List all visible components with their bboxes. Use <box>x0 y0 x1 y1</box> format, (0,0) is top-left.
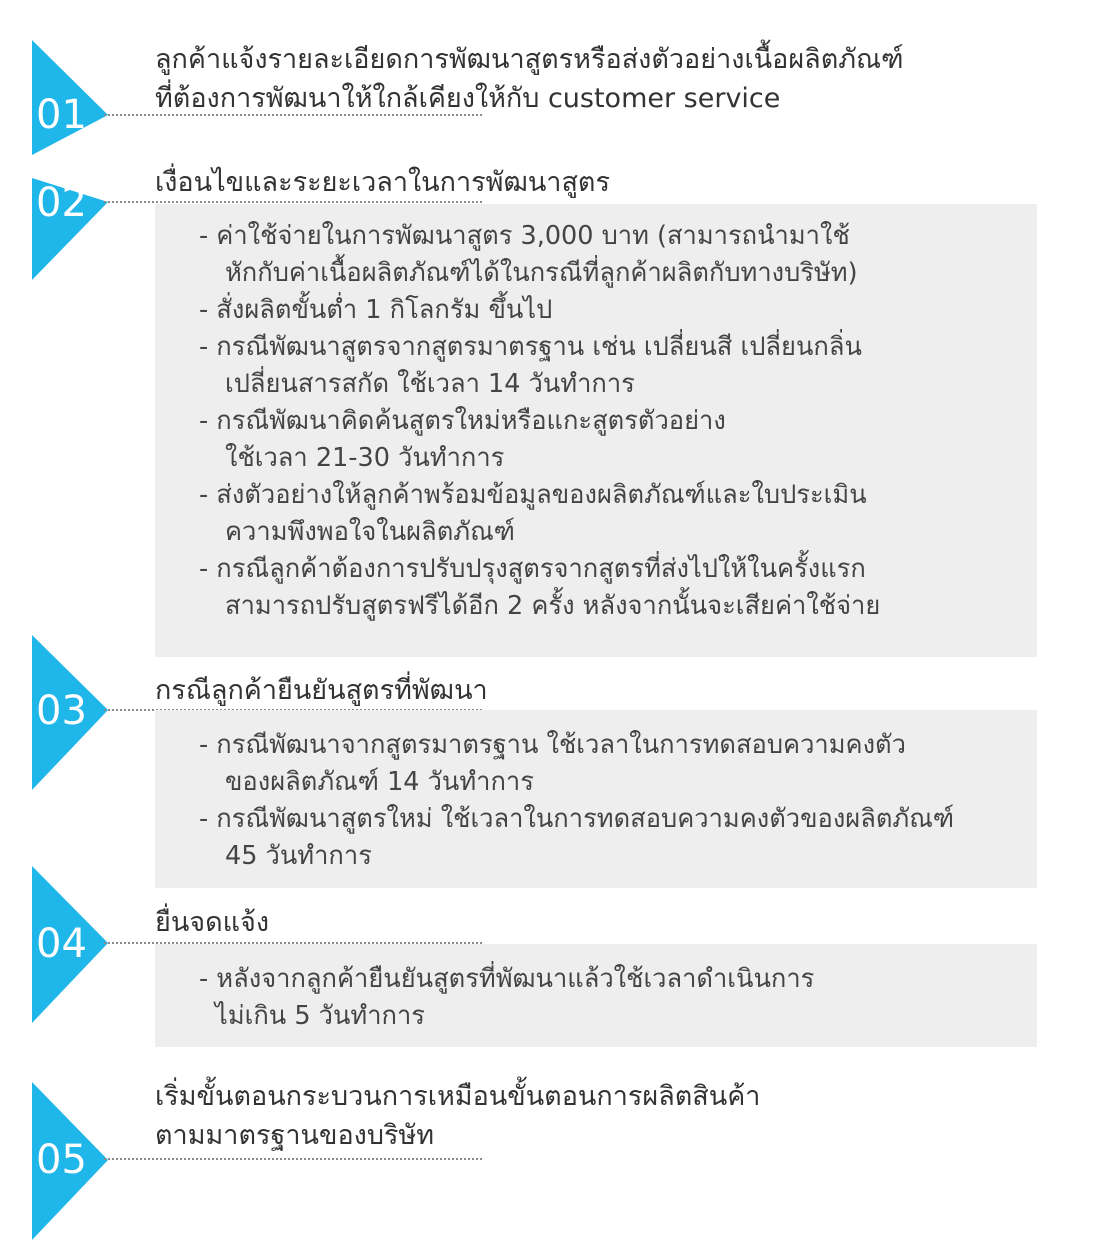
detail-line: หักกับค่าเนื้อผลิตภัณฑ์ได้ในกรณีที่ลูกค้าผลิตกับทางบริษัท) <box>225 258 858 288</box>
step-title-line: ตามมาตรฐานของบริษัท <box>155 1120 435 1151</box>
step-details-03 <box>155 710 1037 888</box>
step-title-03 <box>155 671 1075 710</box>
step-title-line: เริ่มขั้นตอนกระบวนการเหมือนขั้นตอนการผลิตสินค้า <box>155 1081 761 1112</box>
step-details-04 <box>155 944 1037 1047</box>
step-title-line: เงื่อนไขและระยะเวลาในการพัฒนาสูตร <box>155 167 610 198</box>
step-title-line: ยื่นจดแจ้ง <box>155 907 270 938</box>
detail-line: - กรณีพัฒนาจากสูตรมาตรฐาน ใช้เวลาในการทดสอบความคงตัว <box>199 730 906 760</box>
step-number-03: 03 <box>36 688 87 734</box>
detail-line: - ค่าใช้จ่ายในการพัฒนาสูตร 3,000 บาท (สามารถนำมาใช้ <box>199 221 850 251</box>
step-title-04 <box>155 903 1075 942</box>
step-number-05: 05 <box>36 1137 87 1183</box>
step-divider-05 <box>104 1158 482 1160</box>
ribbon-segment-1 <box>32 0 108 280</box>
step-title-line: ที่ต้องการพัฒนาให้ใกล้เคียงให้กับ customer service <box>155 83 781 114</box>
detail-line: - หลังจากลูกค้ายืนยันสูตรที่พัฒนาแล้วใช้เวลาดำเนินการ <box>199 964 815 994</box>
detail-line: - กรณีพัฒนาคิดค้นสูตรใหม่หรือแกะสูตรตัวอย่าง <box>199 406 726 436</box>
detail-line: - กรณีพัฒนาสูตรใหม่ ใช้เวลาในการทดสอบความคงตัวของผลิตภัณฑ์ <box>199 804 955 834</box>
detail-line: ของผลิตภัณฑ์ 14 วันทำการ <box>225 767 534 797</box>
step-title-05 <box>155 1077 1075 1155</box>
step-number-01: 01 <box>36 92 87 138</box>
detail-line: สามารถปรับสูตรฟรีได้อีก 2 ครั้ง หลังจากนั้นจะเสียค่าใช้จ่าย <box>225 591 881 621</box>
step-number-04: 04 <box>36 921 87 967</box>
step-title-01 <box>155 40 1075 118</box>
detail-line: - กรณีพัฒนาสูตรจากสูตรมาตรฐาน เช่น เปลี่ยนสี เปลี่ยนกลิ่น <box>199 332 862 362</box>
detail-line: เปลี่ยนสารสกัด ใช้เวลา 14 วันทำการ <box>225 369 635 399</box>
step-title-line: กรณีลูกค้ายืนยันสูตรที่พัฒนา <box>155 675 488 706</box>
detail-line: ความพึงพอใจในผลิตภัณฑ์ <box>225 517 515 547</box>
step-details-02 <box>155 204 1037 657</box>
step-title-line: ลูกค้าแจ้งรายละเอียดการพัฒนาสูตรหรือส่งตัวอย่างเนื้อผลิตภัณฑ์ <box>155 44 904 75</box>
detail-line: - สั่งผลิตขั้นต่ำ 1 กิโลกรัม ขึ้นไป <box>199 295 553 325</box>
detail-line: ไม่เกิน 5 วันทำการ <box>215 1001 425 1031</box>
detail-line: - ส่งตัวอย่างให้ลูกค้าพร้อมข้อมูลของผลิตภัณฑ์และใบประเมิน <box>199 480 867 510</box>
detail-line: 45 วันทำการ <box>225 841 372 871</box>
detail-line: - กรณีลูกค้าต้องการปรับปรุงสูตรจากสูตรที่ส่งไปให้ในครั้งแรก <box>199 554 866 584</box>
detail-line: ใช้เวลา 21-30 วันทำการ <box>225 443 505 473</box>
step-number-02: 02 <box>36 180 87 226</box>
step-title-02 <box>155 163 1075 202</box>
